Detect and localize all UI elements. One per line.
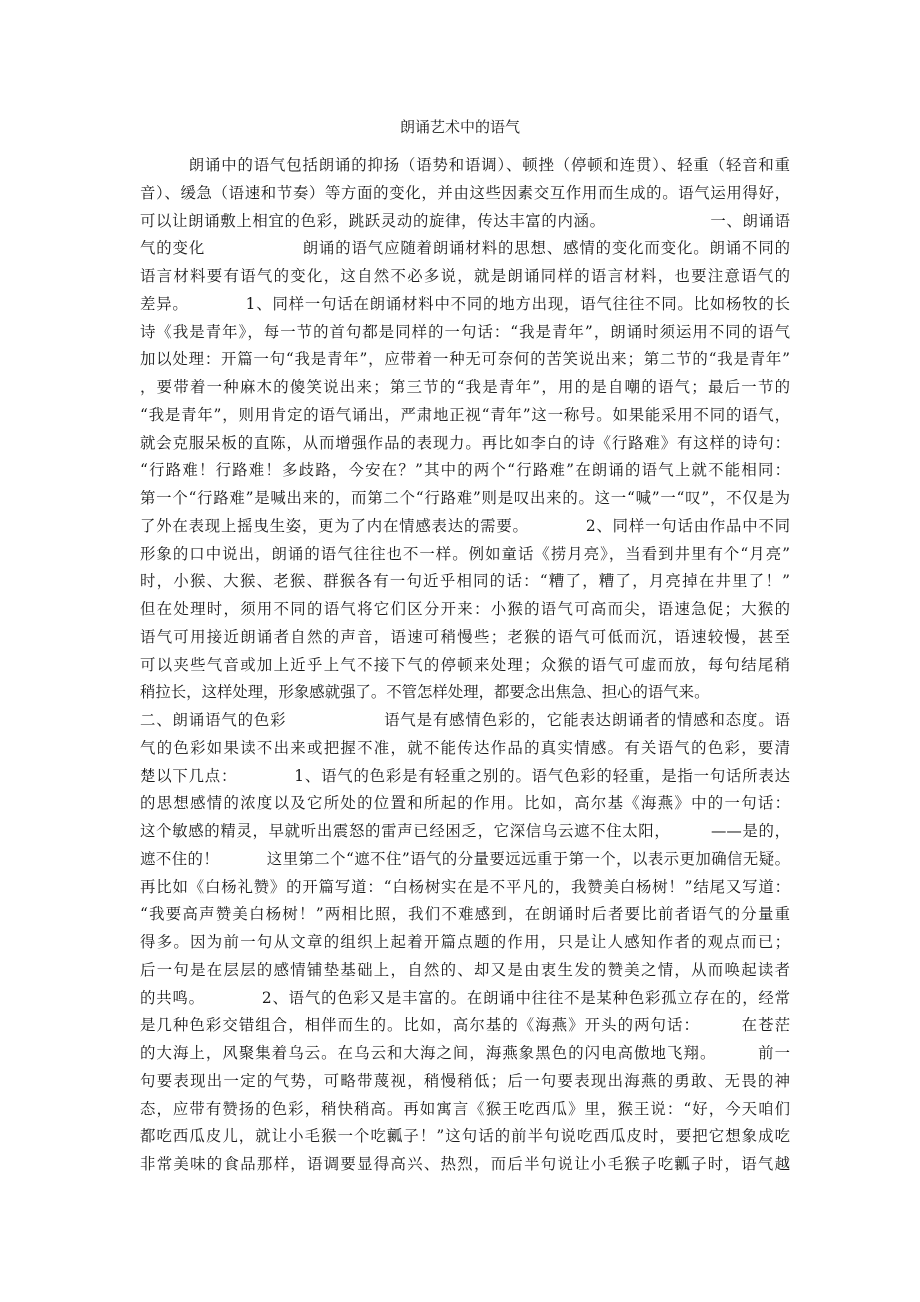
body-line: “我是青年”，则用肯定的语气诵出，严肃地正视“青年”这一称号。如果能采用不同的语气， <box>140 405 790 424</box>
body-line: 这个敏感的精灵，早就听出震怒的雷声已经困乏，它深信乌云遮不住太阳， ——是的， <box>140 822 790 840</box>
body-line: 语言材料要有语气的变化，这自然不必多说，就是朗诵同样的语言材料，也要注意语气的 <box>140 267 790 285</box>
body-line: 后一句是在层层的感情铺垫基础上，自然的、却又是由衷生发的赞美之情，从而唤起读者 <box>140 960 790 979</box>
body-line: “行路难！行路难！多歧路，今安在？”其中的两个“行路难”在朗诵的语气上就不能相同： <box>140 461 790 480</box>
body-line: 二、朗诵语气的色彩 语气是有感情色彩的，它能表达朗诵者的情感和态度。语 <box>140 711 790 729</box>
body-line: 加以处理：开篇一句“我是青年”，应带着一种无可奈何的苦笑说出来；第二节的“我是青年” <box>140 350 790 369</box>
body-line: 语气可用接近朗诵者自然的声音，语速可稍慢些；老猴的语气可低而沉，语速较慢，甚至 <box>140 627 790 646</box>
document-title: 朗诵艺术中的语气 <box>399 118 520 136</box>
body-line: 再比如《白杨礼赞》的开篇写道：“白杨树实在是不平凡的，我赞美白杨树！”结尾又写道： <box>140 877 790 896</box>
body-line: 态，应带有赞扬的色彩，稍快稍高。再如寓言《猴王吃西瓜》里，猴王说：“好，今天咱们 <box>140 1099 790 1118</box>
body-line: 可以夹些气音或加上近乎上气不接下气的停顿来处理；众猴的语气可虚而放，每句结尾稍 <box>140 655 790 674</box>
body-line: 的大海上，风聚集着乌云。在乌云和大海之间，海燕象黑色的闪电高傲地飞翔。 前一 <box>140 1044 790 1062</box>
body-line: 朗诵中的语气包括朗诵的抑扬（语势和语调）、顿挫（停顿和连贯）、轻重（轻音和重 <box>140 156 790 174</box>
body-line: 都吃西瓜皮儿，就让小毛猴一个吃瓤子！”这句话的前半句说吃西瓜皮时，要把它想象成吃 <box>140 1127 790 1146</box>
body-line: 气的变化 朗诵的语气应随着朗诵材料的思想、感情的变化而变化。朗诵不同的 <box>140 239 790 258</box>
body-line: “我要高声赞美白杨树！”两相比照，我们不难感到，在朗诵时后者要比前者语气的分量重 <box>140 905 790 924</box>
body-line: 非常美味的食品那样，语调要显得高兴、热烈，而后半句说让小毛猴子吃瓤子时，语气越 <box>140 1155 790 1173</box>
body-line: 诗《我是青年》，每一节的首句都是同样的一句话：“我是青年”，朗诵时须运用不同的语气 <box>140 322 790 341</box>
body-line: 就会克服呆板的直陈，从而增强作品的表现力。再比如李白的诗《行路难》有这样的诗句： <box>140 433 790 452</box>
body-line: 可以让朗诵敷上相宜的色彩，跳跃灵动的旋律，传达丰富的内涵。 一、朗诵语 <box>140 211 790 230</box>
body-line: ，要带着一种麻木的傻笑说出来；第三节的“我是青年”，用的是自嘲的语气；最后一节的 <box>140 378 790 396</box>
body-line: 形象的口中说出，朗诵的语气往往也不一样。例如童话《捞月亮》，当看到井里有个“月亮” <box>140 544 790 563</box>
body-line: 了外在表现上摇曳生姿，更为了内在情感表达的需要。 2、同样一句话由作品中不同 <box>140 516 790 535</box>
body-line: 的思想感情的浓度以及它所处的位置和所起的作用。比如，高尔基《海燕》中的一句话： <box>140 794 790 813</box>
body-line: 句要表现出一定的气势，可略带蔑视，稍慢稍低；后一句要表现出海燕的勇敢、无畏的神 <box>140 1071 790 1090</box>
body-line: 时，小猴、大猴、老猴、群猴各有一句近乎相同的话：“糟了，糟了，月亮掉在井里了！” <box>140 572 790 591</box>
body-line: 差异。 1、同样一句话在朗诵材料中不同的地方出现，语气往往不同。比如杨牧的长 <box>140 294 790 313</box>
body-line: 气的色彩如果读不出来或把握不准，就不能传达作品的真实情感。有关语气的色彩，要清 <box>140 738 790 757</box>
body-line: 第一个“行路难”是喊出来的，而第二个“行路难”则是叹出来的。这一“喊”一“叹”，不仅是为 <box>140 489 790 507</box>
body-line: 楚以下几点： 1、语气的色彩是有轻重之别的。语气色彩的轻重，是指一句话所表达 <box>140 766 790 785</box>
body-line: 是几种色彩交错组合，相伴而生的。比如，高尔基的《海燕》开头的两句话： 在苍茫 <box>140 1016 790 1035</box>
body-line: 遮不住的！ 这里第二个“遮不住”语气的分量要远远重于第一个，以表示更加确信无疑。 <box>140 849 790 868</box>
body-line: 但在处理时，须用不同的语气将它们区分开来：小猴的语气可高而尖，语速急促；大猴的 <box>140 600 790 618</box>
body-line: 音）、缓急（语速和节奏）等方面的变化，并由这些因素交互作用而生成的。语气运用得好， <box>140 183 790 202</box>
body-line: 稍拉长，这样处理，形象感就强了。不管怎样处理，都要念出焦急、担心的语气来。 <box>140 683 710 702</box>
body-line: 得多。因为前一句从文章的组织上起着开篇点题的作用，只是让人感知作者的观点而已； <box>140 933 790 951</box>
body-line: 的共鸣。 2、语气的色彩又是丰富的。在朗诵中往往不是某种色彩孤立存在的，经常 <box>140 988 790 1007</box>
